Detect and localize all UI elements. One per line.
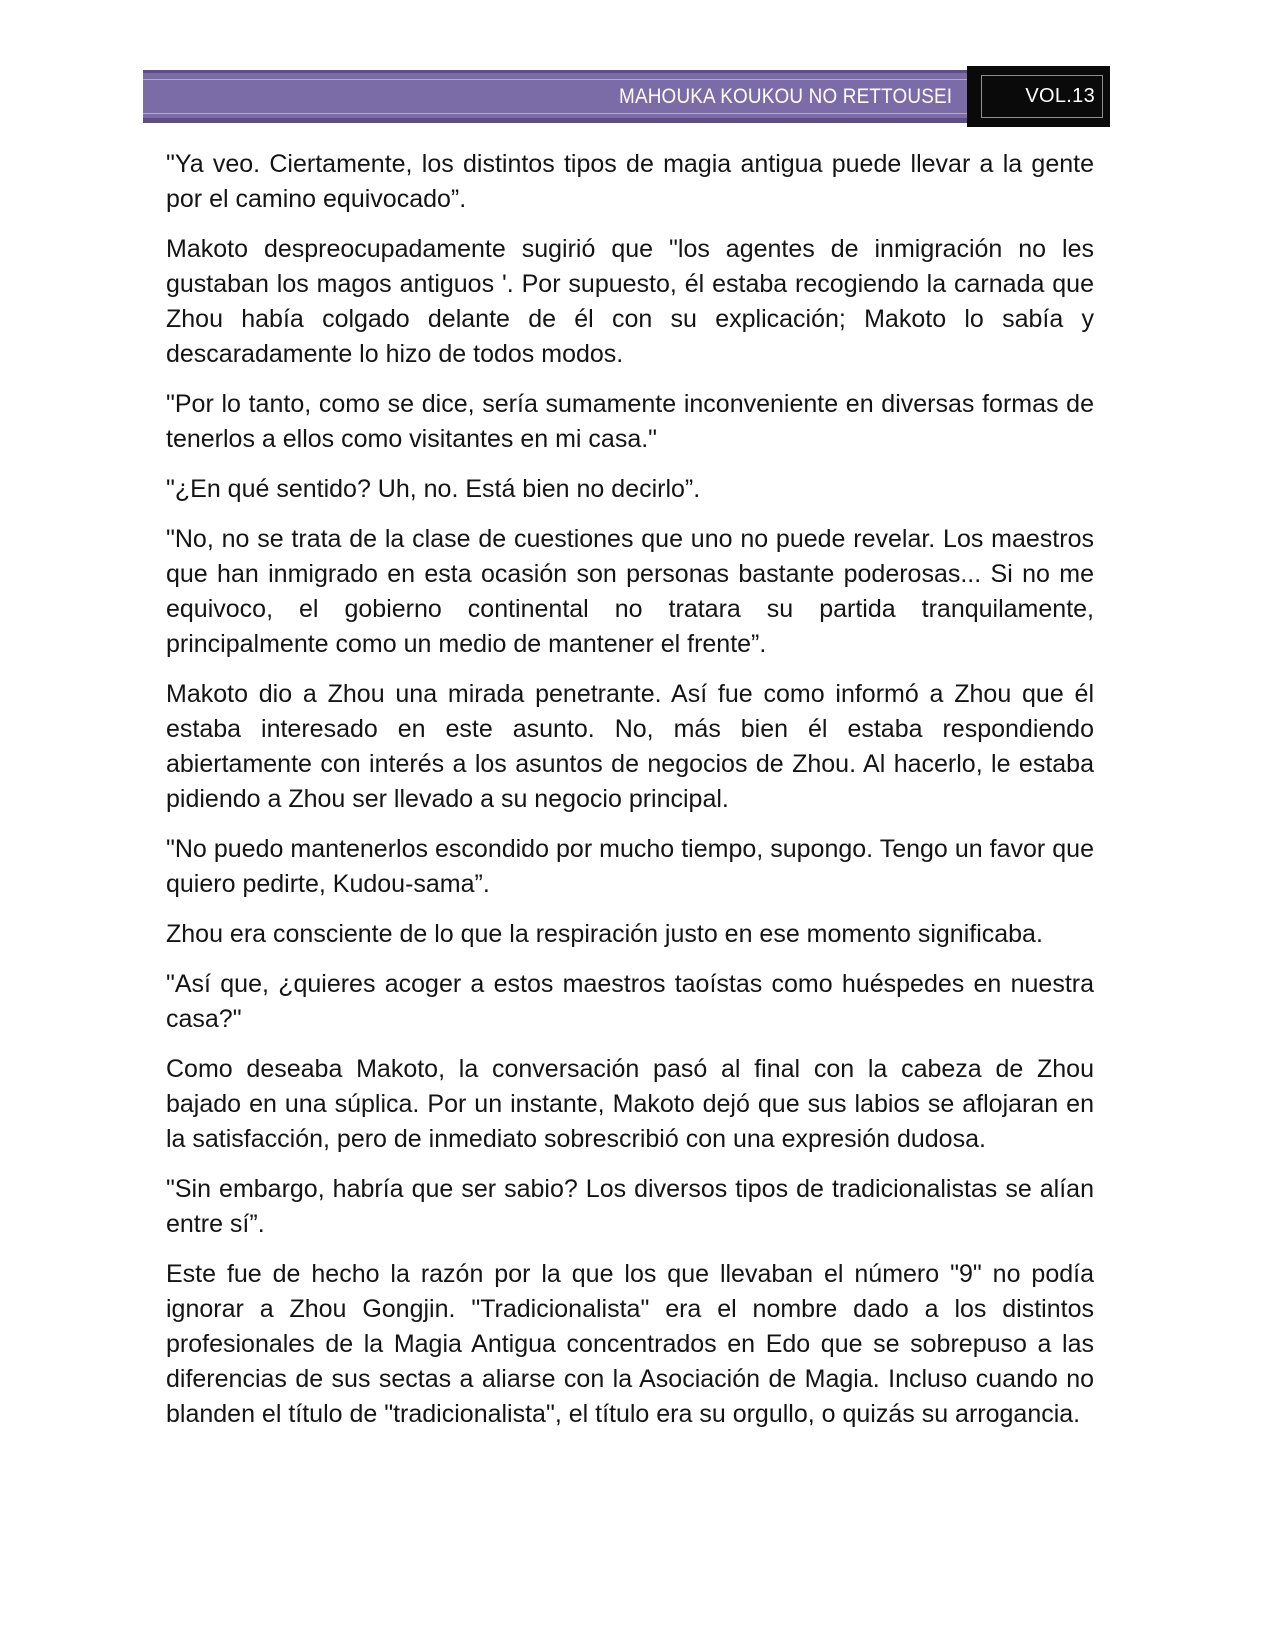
paragraph: Makoto despreocupadamente sugirió que "los agentes de inmigración no les gustaban los magos antiguos '. Por supuesto, él estaba recogiendo la carnada que Zhou había colgado delante de él con su explicación; Makoto lo sabía y descaradamente lo hizo de todos modos. xyxy=(166,235,1094,368)
paragraph: Como deseaba Makoto, la conversación pasó al final con la cabeza de Zhou bajado en una súplica. Por un instante, Makoto dejó que sus labios se aflojaran en la satisfacción, pero de inmediato sobrescribió con una expresión dudosa. xyxy=(166,1055,1094,1153)
paragraph: "Ya veo. Ciertamente, los distintos tipos de magia antigua puede llevar a la gente por el camino equivocado”. xyxy=(166,150,1094,213)
paragraph: "No, no se trata de la clase de cuestiones que uno no puede revelar. Los maestros que han inmigrado en esta ocasión son personas bastante poderosas... Si no me equivoco, el gobierno continental no tratara su partida tranquilamente, principalmente como un medio de mantener el frente”. xyxy=(166,525,1094,658)
volume-frame xyxy=(981,75,1103,118)
volume-label: VOL.13 xyxy=(1025,85,1095,107)
paragraph: "¿En qué sentido? Uh, no. Está bien no decirlo”. xyxy=(166,475,701,503)
volume-box xyxy=(967,66,1110,127)
page-header-banner xyxy=(143,70,967,123)
paragraph: Este fue de hecho la razón por la que los que llevaban el número "9" no podía ignorar a Zhou Gongjin. "Tradicionalista" era el nombre dado a los distintos profesionales de la Magia Antigua concentrados en Edo que se sobrepuso a las diferencias de sus sectas a aliarse con la Asociación de Magia. Incluso cuando no blanden el título de "tradicionalista", el título era su orgullo, o quizás su arrogancia. xyxy=(166,1260,1094,1428)
paragraph: "Sin embargo, habría que ser sabio? Los diversos tipos de tradicionalistas se alían entre sí”. xyxy=(166,1175,1094,1238)
paragraph: "Así que, ¿quieres acoger a estos maestros taoístas como huéspedes en nuestra casa?" xyxy=(166,970,1094,1033)
paragraph: Makoto dio a Zhou una mirada penetrante. Así fue como informó a Zhou que él estaba interesado en este asunto. No, más bien él estaba respondiendo abiertamente con interés a los asuntos de negocios de Zhou. Al hacerlo, le estaba pidiendo a Zhou ser llevado a su negocio principal. xyxy=(166,680,1094,813)
body-text xyxy=(166,147,1094,1447)
header-title: MAHOUKA KOUKOU NO RETTOUSEI xyxy=(618,84,952,108)
paragraph: "Por lo tanto, como se dice, sería sumamente inconveniente en diversas formas de tenerlos a ellos como visitantes en mi casa." xyxy=(166,390,1094,453)
paragraph: "No puedo mantenerlos escondido por mucho tiempo, supongo. Tengo un favor que quiero pedirte, Kudou-sama”. xyxy=(166,835,1094,898)
paragraph: Zhou era consciente de lo que la respiración justo en ese momento significaba. xyxy=(166,920,1043,948)
